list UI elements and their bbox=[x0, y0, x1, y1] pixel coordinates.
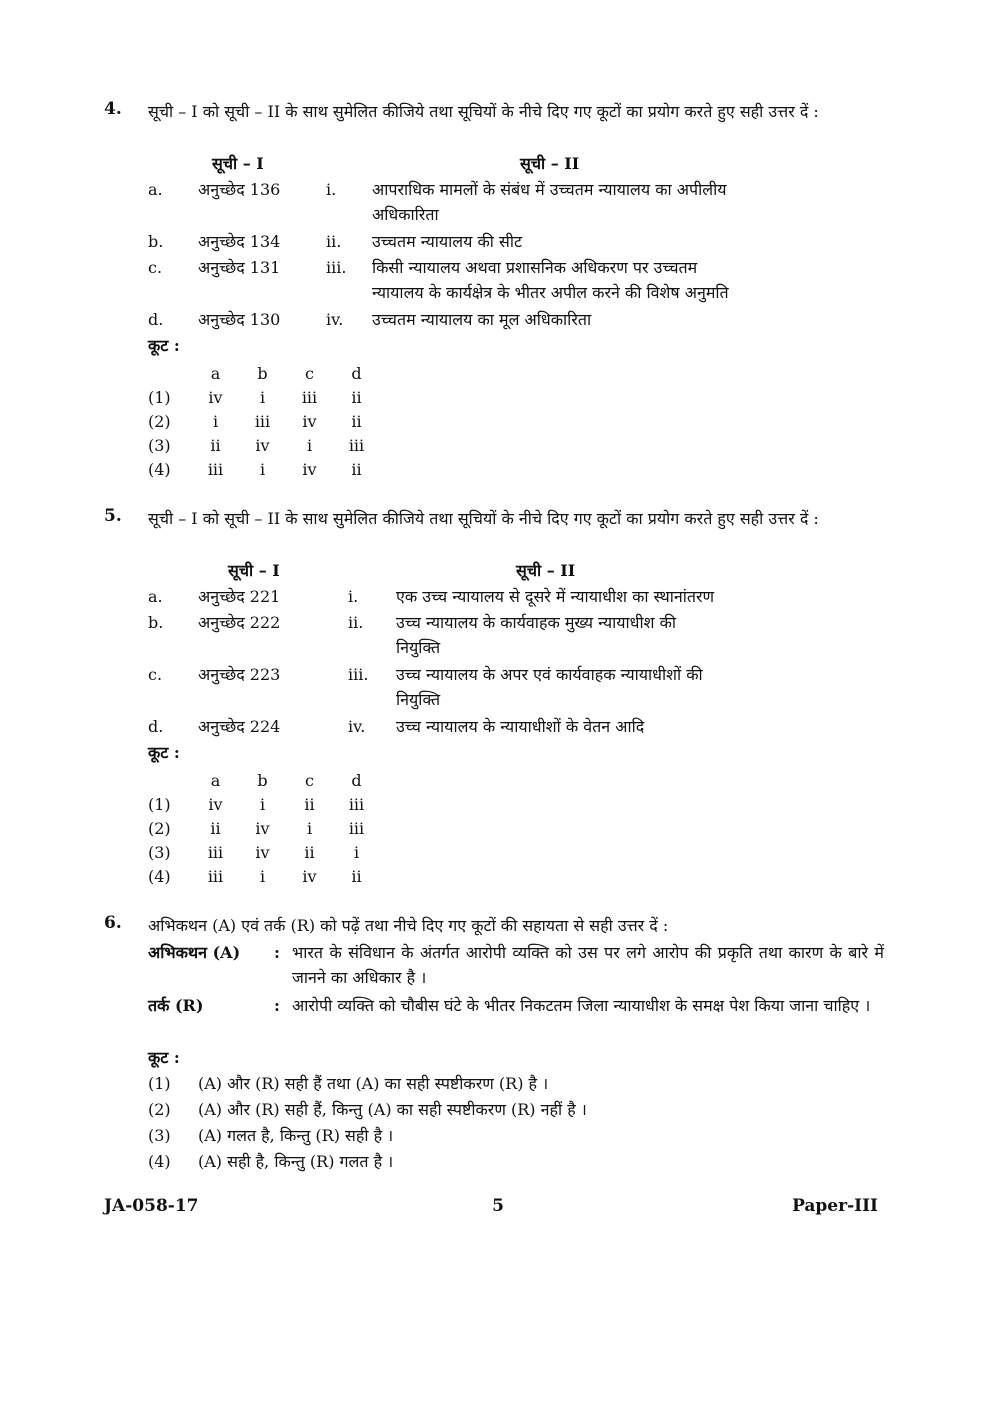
match-row-a bbox=[148, 584, 848, 609]
code-value: iv bbox=[255, 818, 270, 838]
match-row-b bbox=[148, 610, 848, 660]
code-value: ii bbox=[210, 818, 221, 838]
code-header: d bbox=[351, 363, 362, 383]
code-option-row bbox=[148, 840, 380, 864]
item-letter: a. bbox=[148, 587, 163, 606]
code-value: ii bbox=[304, 842, 315, 862]
option-text: (A) सही है, किन्तु (R) गलत है । bbox=[198, 1152, 394, 1171]
list-headers bbox=[148, 558, 848, 583]
code-value: iv bbox=[302, 866, 317, 886]
code-option-row bbox=[148, 433, 380, 457]
assertion-label: अभिकथन (A) bbox=[148, 943, 241, 962]
code-value: i bbox=[259, 866, 266, 886]
codes-label: कूट : bbox=[148, 1048, 180, 1067]
item-desc: एक उच्च न्यायालय से दूसरे में न्यायाधीश का स्थानांतरण bbox=[396, 587, 715, 606]
item-roman: iv. bbox=[348, 717, 366, 736]
item-roman: ii. bbox=[326, 232, 342, 251]
option-label: (1) bbox=[148, 1074, 171, 1093]
item-letter: b. bbox=[148, 613, 164, 632]
code-value: i bbox=[306, 435, 313, 455]
code-value: i bbox=[353, 842, 360, 862]
item-article: अनुच्छेद 131 bbox=[198, 258, 281, 277]
item-desc: उच्चतम न्यायालय की सीट bbox=[372, 232, 523, 251]
code-value: ii bbox=[210, 435, 221, 455]
codes-label: कूट : bbox=[148, 336, 180, 355]
item-desc: उच्च न्यायालय के अपर एवं कार्यवाहक न्यायाधीशों की bbox=[396, 665, 703, 684]
code-option-row bbox=[148, 457, 380, 481]
code-value: i bbox=[212, 411, 219, 431]
code-header: d bbox=[351, 770, 362, 790]
code-option-row bbox=[148, 385, 380, 409]
item-desc-cont: न्यायालय के कार्यक्षेत्र के भीतर अपील करने की विशेष अनुमति bbox=[372, 283, 729, 302]
code-value: iv bbox=[302, 459, 317, 479]
code-header: b bbox=[257, 770, 268, 790]
question-number: 6. bbox=[104, 913, 122, 933]
question-text: सूची – I को सूची – II के साथ सुमेलित कीजिये तथा सूचियों के नीचे दिए गए कूटों का प्रयोग करते हुए सही उत्तर दें : bbox=[148, 509, 819, 528]
option-label: (2) bbox=[148, 1100, 171, 1119]
list-headers bbox=[148, 151, 848, 176]
code-value: iv bbox=[255, 842, 270, 862]
item-desc-cont: नियुक्ति bbox=[396, 690, 441, 709]
code-option-label: (1) bbox=[148, 387, 171, 407]
answer-option bbox=[148, 1097, 848, 1122]
assertion-colon: : bbox=[274, 943, 280, 962]
code-value: iii bbox=[301, 387, 318, 407]
item-letter: c. bbox=[148, 258, 163, 277]
answer-option bbox=[148, 1149, 848, 1174]
item-roman: ii. bbox=[348, 613, 364, 632]
reason-label: तर्क (R) bbox=[148, 996, 204, 1015]
code-header: b bbox=[257, 363, 268, 383]
assertion-text: भारत के संविधान के अंतर्गत आरोपी व्यक्ति को उस पर लगे आरोप की प्रकृति तथा कारण के बारे में जानने का अधिकार है । bbox=[292, 943, 884, 987]
item-roman: i. bbox=[348, 587, 359, 606]
answer-option bbox=[148, 1071, 848, 1096]
match-row-d bbox=[148, 307, 848, 332]
item-article: अनुच्छेद 224 bbox=[198, 717, 281, 736]
reason-block bbox=[148, 993, 884, 1043]
code-value: iii bbox=[254, 411, 271, 431]
item-desc: उच्च न्यायालय के कार्यवाहक मुख्य न्यायाधीश की bbox=[396, 613, 677, 632]
code-value: i bbox=[259, 794, 266, 814]
item-desc: किसी न्यायालय अथवा प्रशासनिक अधिकरण पर उच्चतम bbox=[372, 258, 698, 277]
match-row-d bbox=[148, 714, 848, 739]
question-number: 5. bbox=[104, 506, 122, 526]
code-value: iv bbox=[208, 387, 223, 407]
match-row-c bbox=[148, 662, 848, 712]
item-article: अनुच्छेद 134 bbox=[198, 232, 281, 251]
option-label: (3) bbox=[148, 1126, 171, 1145]
option-text: (A) गलत है, किन्तु (R) सही है । bbox=[198, 1126, 394, 1145]
code-value: iii bbox=[348, 435, 365, 455]
option-text: (A) और (R) सही हैं, किन्तु (A) का सही स्पष्टीकरण (R) नहीं है । bbox=[198, 1100, 587, 1119]
codes-header-row bbox=[148, 361, 380, 385]
codes-table bbox=[148, 361, 380, 481]
item-desc: उच्चतम न्यायालय का मूल अधिकारिता bbox=[372, 310, 592, 329]
item-letter: b. bbox=[148, 232, 164, 251]
item-roman: iii. bbox=[348, 665, 369, 684]
code-value: ii bbox=[351, 387, 362, 407]
assertion-block bbox=[148, 940, 884, 990]
code-header: a bbox=[210, 770, 221, 790]
list2-header: सूची – II bbox=[520, 154, 580, 173]
code-option-label: (3) bbox=[148, 842, 171, 862]
page-number: 5 bbox=[492, 1196, 504, 1216]
match-row-c bbox=[148, 255, 848, 305]
item-desc: आपराधिक मामलों के संबंध में उच्चतम न्यायालय का अपीलीय bbox=[372, 180, 727, 199]
code-option-label: (2) bbox=[148, 411, 171, 431]
item-desc: उच्च न्यायालय के न्यायाधीशों के वेतन आदि bbox=[396, 717, 645, 736]
code-option-row bbox=[148, 864, 380, 888]
code-option-label: (4) bbox=[148, 459, 171, 479]
list1-header: सूची – I bbox=[212, 154, 264, 173]
reason-colon: : bbox=[274, 996, 280, 1015]
question-number: 4. bbox=[104, 99, 122, 119]
code-option-label: (2) bbox=[148, 818, 171, 838]
item-article: अनुच्छेद 130 bbox=[198, 310, 281, 329]
code-value: ii bbox=[351, 411, 362, 431]
code-value: i bbox=[259, 387, 266, 407]
code-option-label: (4) bbox=[148, 866, 171, 886]
footer-paper: Paper-III bbox=[792, 1196, 878, 1216]
code-value: iii bbox=[207, 866, 224, 886]
code-option-label: (1) bbox=[148, 794, 171, 814]
code-header: a bbox=[210, 363, 221, 383]
item-letter: d. bbox=[148, 717, 164, 736]
question-text: सूची – I को सूची – II के साथ सुमेलित कीजिये तथा सूचियों के नीचे दिए गए कूटों का प्रयोग करते हुए सही उत्तर दें : bbox=[148, 102, 819, 121]
option-label: (4) bbox=[148, 1152, 171, 1171]
code-value: iii bbox=[207, 459, 224, 479]
code-header: c bbox=[305, 363, 314, 383]
code-option-row bbox=[148, 409, 380, 433]
list1-header: सूची – I bbox=[228, 561, 280, 580]
code-value: iv bbox=[255, 435, 270, 455]
code-value: iii bbox=[348, 794, 365, 814]
question-text: अभिकथन (A) एवं तर्क (R) को पढ़ें तथा नीचे दिए गए कूटों की सहायता से सही उत्तर दें : bbox=[148, 916, 669, 935]
question-6 bbox=[104, 913, 884, 1178]
option-text: (A) और (R) सही हैं तथा (A) का सही स्पष्टीकरण (R) है । bbox=[198, 1074, 549, 1093]
code-header: c bbox=[305, 770, 314, 790]
code-value: iii bbox=[207, 842, 224, 862]
code-value: iii bbox=[348, 818, 365, 838]
item-desc-cont: नियुक्ति bbox=[396, 638, 441, 657]
code-option-label: (3) bbox=[148, 435, 171, 455]
item-letter: a. bbox=[148, 180, 163, 199]
item-roman: iv. bbox=[326, 310, 344, 329]
reason-text: आरोपी व्यक्ति को चौबीस घंटे के भीतर निकटतम जिला न्यायाधीश के समक्ष पेश किया जाना चाहिए । bbox=[292, 996, 871, 1015]
question-5 bbox=[104, 506, 884, 896]
codes-table bbox=[148, 768, 380, 888]
code-value: iv bbox=[208, 794, 223, 814]
item-article: अनुच्छेद 221 bbox=[198, 587, 281, 606]
footer-code: JA-058-17 bbox=[104, 1196, 199, 1216]
codes-label: कूट : bbox=[148, 743, 180, 762]
code-value: ii bbox=[351, 866, 362, 886]
match-row-b bbox=[148, 229, 848, 254]
item-letter: d. bbox=[148, 310, 164, 329]
item-article: अनुच्छेद 222 bbox=[198, 613, 281, 632]
question-4 bbox=[104, 99, 884, 489]
item-letter: c. bbox=[148, 665, 163, 684]
codes-header-row bbox=[148, 768, 380, 792]
item-desc-cont: अधिकारिता bbox=[372, 205, 439, 224]
item-article: अनुच्छेद 136 bbox=[198, 180, 281, 199]
code-value: i bbox=[259, 459, 266, 479]
code-value: ii bbox=[351, 459, 362, 479]
code-option-row bbox=[148, 816, 380, 840]
match-row-a bbox=[148, 177, 848, 227]
code-value: ii bbox=[304, 794, 315, 814]
list2-header: सूची – II bbox=[516, 561, 576, 580]
code-value: iv bbox=[302, 411, 317, 431]
item-roman: i. bbox=[326, 180, 337, 199]
code-option-row bbox=[148, 792, 380, 816]
answer-option bbox=[148, 1123, 848, 1148]
item-roman: iii. bbox=[326, 258, 347, 277]
code-value: i bbox=[306, 818, 313, 838]
item-article: अनुच्छेद 223 bbox=[198, 665, 281, 684]
